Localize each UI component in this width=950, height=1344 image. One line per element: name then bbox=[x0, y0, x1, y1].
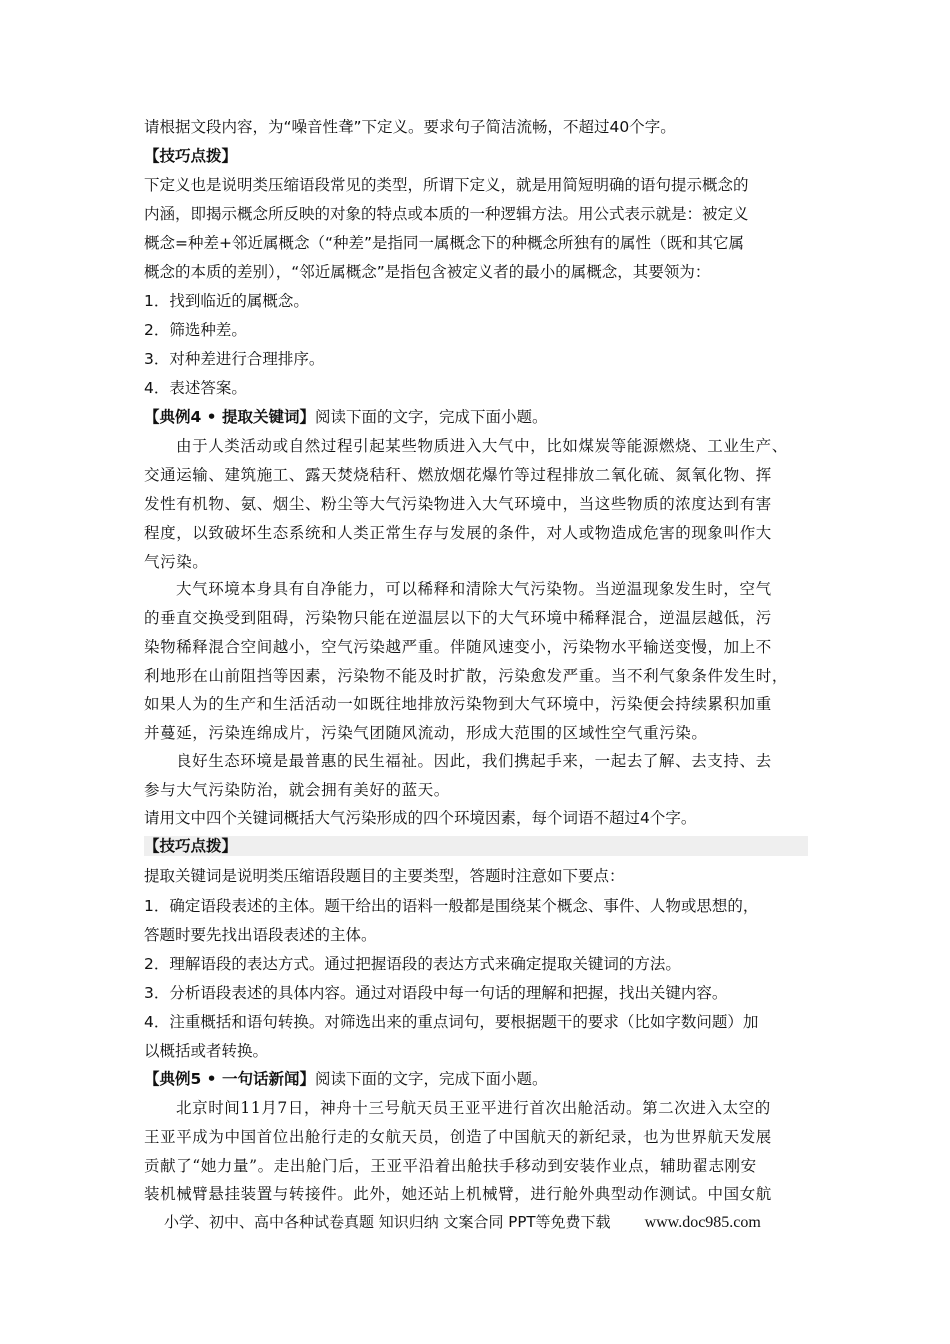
passage-line: 气污染。 bbox=[144, 553, 209, 571]
list-item: 4．表述答案。 bbox=[144, 379, 247, 397]
section-heading: 【技巧点拨】 bbox=[144, 147, 238, 165]
section-heading: 【技巧点拨】 bbox=[144, 836, 808, 856]
paragraph-line: 概念的本质的差别），“邻近属概念”是指包含被定义者的最小的属概念，其要领为： bbox=[144, 263, 711, 281]
passage-line: 并蔓延，污染连绵成片，污染气团随风流动，形成大范围的区域性空气重污染。 bbox=[144, 724, 708, 742]
passage-line: 如果人为的生产和生活活动一如既往地排放污染物到大气环境中，污染便会持续累积加重 bbox=[144, 695, 772, 713]
list-item: 1．确定语段表述的主体。题干给出的语料一般都是围绕某个概念、事件、人物或思想的， bbox=[144, 897, 759, 915]
list-item: 3．分析语段表述的具体内容。通过对语段中每一句话的理解和把握，找出关键内容。 bbox=[144, 984, 728, 1002]
list-item: 3．对种差进行合理排序。 bbox=[144, 350, 325, 368]
example-heading: 【典例4 • 提取关键词】 bbox=[144, 408, 315, 426]
question-text: 请用文中四个关键词概括大气污染形成的四个环境因素，每个词语不超过4个字。 bbox=[144, 809, 697, 827]
passage-line: 程度，以致破坏生态系统和人类正常生存与发展的条件，对人或物造成危害的现象叫作大 bbox=[144, 524, 772, 542]
list-item: 以概括或者转换。 bbox=[144, 1042, 269, 1060]
example-heading: 【典例5 • 一句话新闻】 bbox=[144, 1070, 315, 1088]
example-heading-line bbox=[144, 407, 808, 427]
passage-line: 北京时间11月7日，神舟十三号航天员王亚平进行首次出舱活动。第二次进入太空的 bbox=[176, 1099, 771, 1117]
list-item: 2．筛选种差。 bbox=[144, 321, 247, 339]
passage-line: 发性有机物、氨、烟尘、粉尘等大气污染物进入大气环境中，当这些物质的浓度达到有害 bbox=[144, 495, 772, 513]
passage-line: 装机械臂悬挂装置与转接件。此外，她还站上机械臂，进行舱外典型动作测试。中国女航 bbox=[144, 1185, 772, 1203]
passage-line: 王亚平成为中国首位出舱行走的女航天员，创造了中国航天的新纪录，也为世界航天发展 bbox=[144, 1128, 772, 1146]
passage-line: 大气环境本身具有自净能力，可以稀释和清除大气污染物。当逆温现象发生时，空气 bbox=[176, 580, 772, 598]
passage-line: 染物稀释混合空间越小，空气污染越严重。伴随风速变小，污染物水平输送变慢，加上不 bbox=[144, 638, 772, 656]
paragraph-line: 下定义也是说明类压缩语段常见的类型，所谓下定义，就是用简短明确的语句提示概念的 bbox=[144, 176, 749, 194]
paragraph-line: 内涵，即揭示概念所反映的对象的特点或本质的一种逻辑方法。用公式表示就是：被定义 bbox=[144, 205, 749, 223]
example-heading-line bbox=[144, 1069, 808, 1089]
example-instruction: 阅读下面的文字，完成下面小题。 bbox=[315, 408, 548, 426]
footer-text: 小学、初中、高中各种试卷真题 知识归纳 文案合同 PPT等免费下载 bbox=[164, 1213, 611, 1231]
passage-line: 的垂直交换受到阻碍，污染物只能在逆温层以下的大气环境中稀释混合，逆温层越低，污 bbox=[144, 609, 772, 627]
passage-line: 贡献了“她力量”。走出舱门后，王亚平沿着出舱扶手移动到安装作业点，辅助翟志刚安 bbox=[144, 1157, 757, 1175]
list-item: 2．理解语段的表达方式。通过把握语段的表达方式来确定提取关键词的方法。 bbox=[144, 955, 681, 973]
list-item: 4．注重概括和语句转换。对筛选出来的重点词句，要根据题干的要求（比如字数问题）加 bbox=[144, 1013, 759, 1031]
paragraph-line: 概念=种差+邻近属概念（“种差”是指同一属概念下的种概念所独有的属性（既和其它属 bbox=[144, 234, 745, 252]
passage-line: 参与大气污染防治，就会拥有美好的蓝天。 bbox=[144, 781, 450, 799]
list-item: 答题时要先找出语段表述的主体。 bbox=[144, 926, 377, 944]
passage-line: 良好生态环境是最普惠的民生福祉。因此，我们携起手来，一起去了解、去支持、去 bbox=[176, 752, 772, 770]
paragraph-line: 提取关键词是说明类压缩语段题目的主要类型，答题时注意如下要点： bbox=[144, 867, 625, 885]
passage-line: 交通运输、建筑施工、露天焚烧秸秆、燃放烟花爆竹等过程排放二氧化硫、氮氧化物、挥 bbox=[144, 466, 772, 484]
passage-line: 由于人类活动或自然过程引起某些物质进入大气中，比如煤炭等能源燃烧、工业生产、 bbox=[176, 437, 788, 455]
passage-line: 利地形在山前阻挡等因素，污染物不能及时扩散，污染愈发严重。当不利气象条件发生时， bbox=[144, 667, 789, 685]
list-item: 1．找到临近的属概念。 bbox=[144, 292, 309, 310]
footer-url[interactable]: www.doc985.com bbox=[644, 1214, 761, 1231]
example-instruction: 阅读下面的文字，完成下面小题。 bbox=[315, 1070, 548, 1088]
question-text: 请根据文段内容，为“噪音性聋”下定义。要求句子简洁流畅，不超过40个字。 bbox=[144, 118, 676, 136]
page-footer bbox=[164, 1212, 761, 1233]
